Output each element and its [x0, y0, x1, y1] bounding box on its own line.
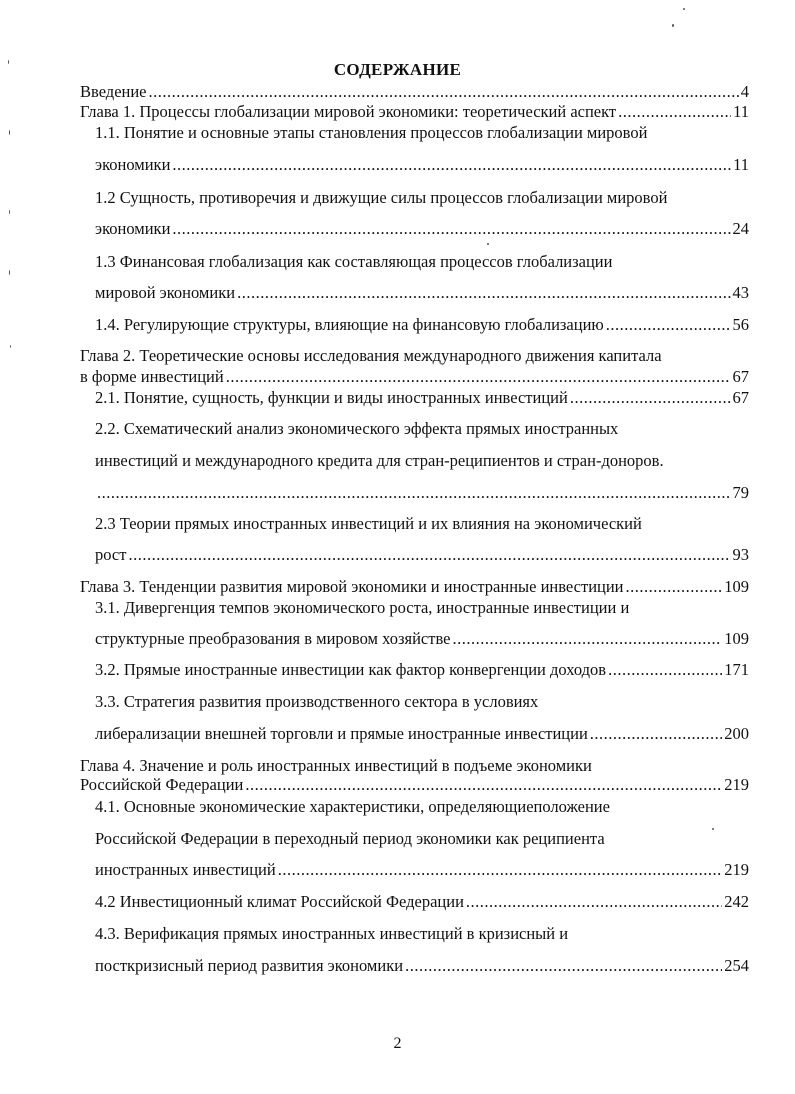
scan-speck — [8, 60, 9, 64]
toc-entry-text: иностранных инвестиций — [95, 860, 276, 879]
toc-page-number: 109 — [724, 629, 749, 648]
toc-entry-3-1[interactable] — [95, 629, 749, 649]
dot-leader — [452, 629, 722, 649]
toc-page-number: 4 — [740, 82, 749, 101]
dot-leader — [149, 82, 739, 102]
toc-page-number: 219 — [724, 860, 749, 879]
toc-entry-4-3[interactable] — [95, 956, 749, 976]
toc-entry-1-3-line1[interactable]: 1.3 Финансовая глобализация как составляющая процессов глобализации — [95, 252, 613, 271]
toc-page-number: 11 — [733, 155, 749, 174]
toc-entry-3-3-line1[interactable]: 3.3. Стратегия развития производственного сектора в условиях — [95, 692, 539, 711]
toc-entry-1-3[interactable] — [95, 283, 749, 303]
toc-page-number: 242 — [724, 892, 749, 911]
dot-leader — [226, 367, 731, 387]
scan-speck — [683, 8, 685, 10]
toc-entry-1-2-line1[interactable]: 1.2 Сущность, противоречия и движущие силы процессов глобализации мировой — [95, 188, 668, 207]
dot-leader — [608, 660, 722, 680]
toc-page-number: 79 — [732, 483, 749, 502]
toc-entry-3-1-line1[interactable]: 3.1. Дивергенция темпов экономического роста, иностранные инвестиции и — [95, 598, 630, 617]
toc-entry-text: Глава 1. Процессы глобализации мировой экономики: теоретический аспект — [80, 102, 617, 121]
toc-entry-chapter-4[interactable] — [80, 775, 749, 795]
toc-entry-text: в форме инвестиций — [80, 367, 224, 386]
toc-entry-3-3[interactable] — [95, 724, 749, 744]
toc-entry-text: 1.4. Регулирующие структуры, влияющие на финансовую глобализацию — [95, 315, 604, 334]
dot-leader — [405, 956, 722, 976]
toc-entry-2-1[interactable] — [95, 388, 749, 408]
scan-speck — [487, 243, 489, 245]
toc-entry-1-1[interactable] — [95, 155, 749, 175]
scan-speck — [9, 210, 10, 214]
dot-leader — [626, 577, 723, 597]
toc-entry-1-4[interactable] — [95, 315, 749, 335]
toc-entry-2-3-line1[interactable]: 2.3 Теории прямых иностранных инвестиций и их влияния на экономический — [95, 514, 642, 533]
toc-page-number: 109 — [724, 577, 749, 596]
toc-entry-text: структурные преобразования в мировом хозяйстве — [95, 629, 451, 648]
toc-entry-text: либерализации внешней торговли и прямые иностранные инвестиции — [95, 724, 588, 743]
toc-page-number: 11 — [733, 102, 749, 121]
toc-page-number: 200 — [724, 724, 749, 743]
scan-speck — [9, 130, 10, 135]
scan-speck — [712, 828, 714, 830]
toc-page-number: 67 — [732, 367, 749, 386]
toc-entry-text: мировой экономики — [95, 283, 236, 302]
toc-page-number: 56 — [732, 315, 749, 334]
toc-entry-4-1-line1[interactable]: 4.1. Основные экономические характеристики, определяющиеположение — [95, 797, 610, 816]
scan-speck — [9, 270, 10, 275]
dot-leader — [97, 483, 731, 503]
toc-entry-2-2-line2[interactable]: инвестиций и международного кредита для стран-реципиентов и стран-доноров. — [95, 451, 664, 470]
toc-entry-chapter-2-line1[interactable]: Глава 2. Теоретические основы исследования международного движения капитала — [80, 346, 662, 365]
dot-leader — [172, 155, 731, 175]
toc-entry-chapter-2[interactable] — [80, 367, 749, 387]
dot-leader — [606, 315, 731, 335]
dot-leader — [570, 388, 731, 408]
page-number: 2 — [393, 1035, 402, 1052]
toc-entry-text: экономики — [95, 219, 171, 238]
toc-entry-text: Глава 3. Тенденции развития мировой экономики и иностранные инвестиции — [80, 577, 624, 596]
toc-entry-chapter-1[interactable] — [80, 102, 749, 122]
toc-page-number: 67 — [732, 388, 749, 407]
toc-page-number: 93 — [732, 545, 749, 564]
toc-page-number: 219 — [724, 775, 749, 794]
scan-speck — [672, 24, 674, 27]
toc-page-number: 24 — [732, 219, 749, 238]
toc-entry-text: экономики — [95, 155, 171, 174]
toc-entry-text: рост — [95, 545, 127, 564]
dot-leader — [618, 102, 731, 122]
dot-leader — [237, 283, 730, 303]
toc-entry-chapter-4-line1[interactable]: Глава 4. Значение и роль иностранных инвестиций в подъеме экономики — [80, 756, 592, 775]
toc-entry-4-3-line1[interactable]: 4.3. Верификация прямых иностранных инвестиций в кризисный и — [95, 924, 569, 943]
toc-entry-text: 4.2 Инвестиционный климат Российской Федерации — [95, 892, 464, 911]
toc-entry-4-2[interactable] — [95, 892, 749, 912]
dot-leader — [590, 724, 722, 744]
toc-entry-2-3[interactable] — [95, 545, 749, 565]
dot-leader — [172, 219, 730, 239]
toc-entry-4-1-line2[interactable]: Российской Федерации в переходный период экономики как реципиента — [95, 829, 605, 848]
dot-leader — [245, 775, 722, 795]
toc-entry-text: Введение — [80, 82, 147, 101]
toc-entry-text: 3.2. Прямые иностранные инвестиции как фактор конвергенции доходов — [95, 660, 607, 679]
toc-entry-chapter-3[interactable] — [80, 577, 749, 597]
dot-leader — [278, 860, 723, 880]
toc-entry-text: Российской Федерации — [80, 775, 244, 794]
toc-entry-2-2-line1[interactable]: 2.2. Схематический анализ экономического эффекта прямых иностранных — [95, 419, 619, 438]
toc-entry-text: 2.1. Понятие, сущность, функции и виды иностранных инвестиций — [95, 388, 568, 407]
toc-entry-1-2[interactable] — [95, 219, 749, 239]
page-title: СОДЕРЖАНИЕ — [333, 60, 462, 79]
toc-entry-4-1[interactable] — [95, 860, 749, 880]
toc-entry-2-2[interactable] — [95, 483, 749, 503]
toc-entry-3-2[interactable] — [95, 660, 749, 680]
dot-leader — [466, 892, 722, 912]
toc-page-number: 254 — [724, 956, 749, 975]
scan-speck — [10, 345, 11, 348]
toc-page-number: 43 — [732, 283, 749, 302]
toc-entry-intro[interactable] — [80, 82, 749, 102]
dot-leader — [128, 545, 730, 565]
toc-entry-1-1-line1[interactable]: 1.1. Понятие и основные этапы становления процессов глобализации мировой — [95, 123, 648, 142]
toc-entry-text: посткризисный период развития экономики — [95, 956, 404, 975]
toc-page-number: 171 — [724, 660, 749, 679]
